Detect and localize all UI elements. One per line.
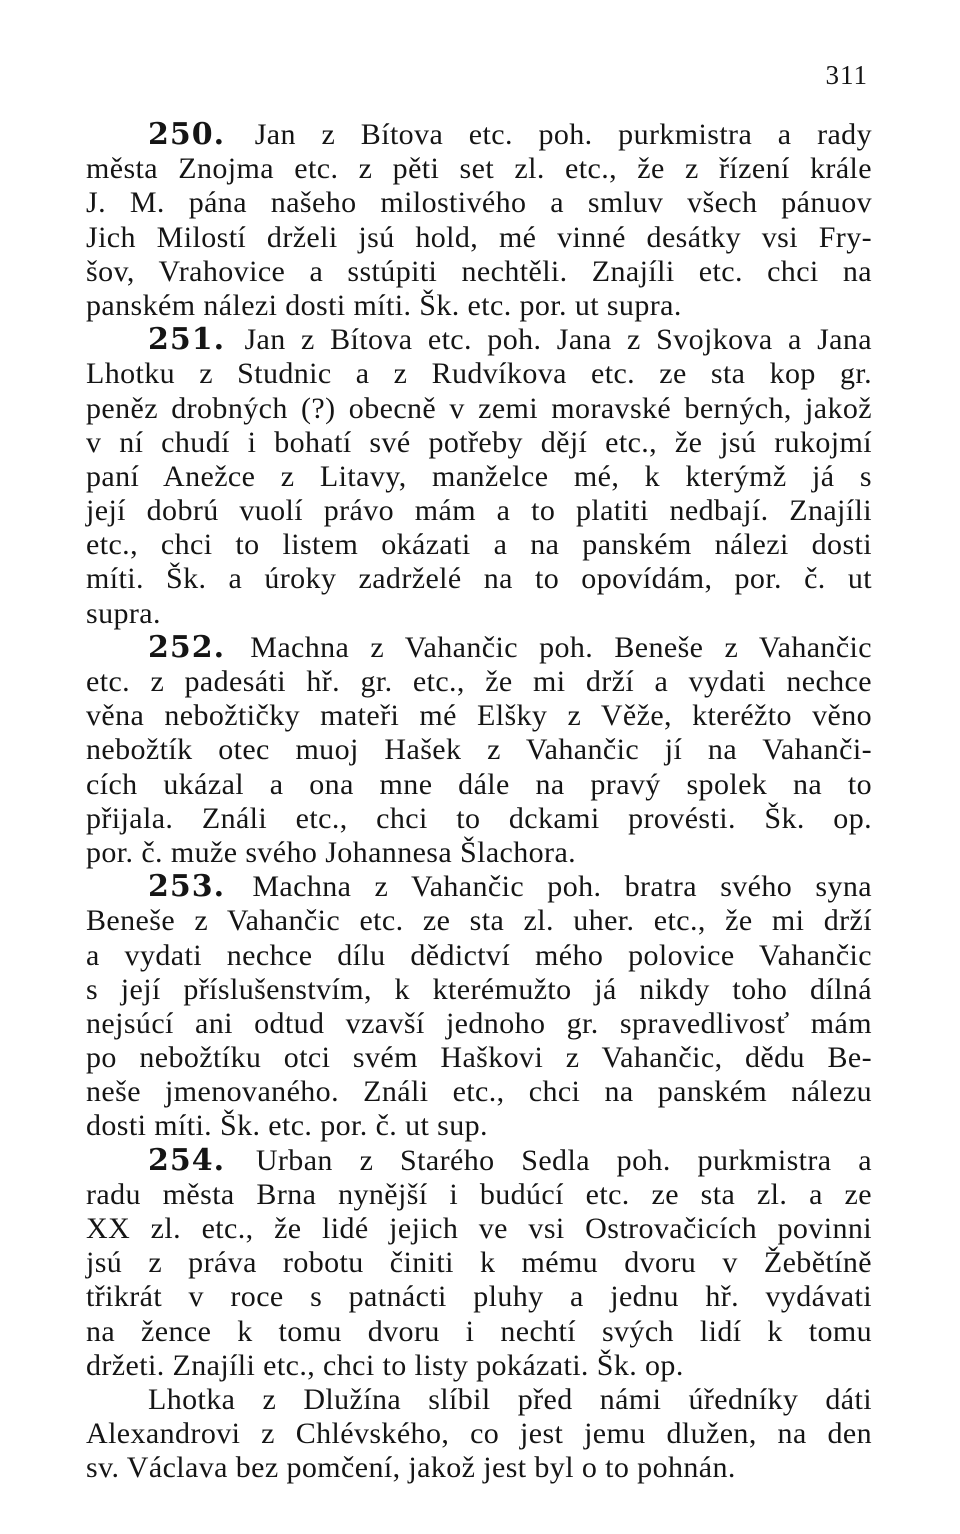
entry-number: 250. bbox=[148, 117, 226, 152]
text-line: věna nebožtičky mateři mé Elšky z Věže, kteréžto věno bbox=[86, 699, 872, 733]
text-line: Alexandrovi z Chlévského, co jest jemu dlužen, na den bbox=[86, 1417, 872, 1451]
entry-252 bbox=[86, 631, 872, 870]
text-line: paní Anežce z Litavy, manželce mé, k kterýmž já s bbox=[86, 459, 872, 493]
text-line bbox=[86, 118, 872, 152]
text-line: přijala. Ználi etc., chci to dckami provésti. Šk. op. bbox=[86, 801, 872, 835]
entry-250 bbox=[86, 118, 872, 323]
text-line: v ní chudí i bohatí své potřeby dějí etc., že jsú rukojmí bbox=[86, 425, 872, 459]
closing-paragraph bbox=[86, 1383, 872, 1486]
text-line: na žence k tomu dvoru i nechtí svých lidí k tomu bbox=[86, 1314, 872, 1348]
text-line: por. č. muže svého Johannesa Šlachora. bbox=[86, 835, 577, 869]
text-line: dosti míti. Šk. etc. por. č. ut sup. bbox=[86, 1109, 488, 1143]
entry-254 bbox=[86, 1144, 872, 1383]
text-line: jsú z práva robotu činiti k mému dvoru v Žebětíně bbox=[86, 1246, 872, 1280]
text-line: cích ukázal a ona mne dále na pravý spolek na to bbox=[86, 767, 872, 801]
text-line: města Znojma etc. z pěti set zl. etc., že z řízení krále bbox=[86, 152, 872, 186]
document-body bbox=[86, 118, 872, 1486]
entry-number: 251. bbox=[148, 322, 226, 358]
text-line: nebožtík otec muoj Hašek z Vahančic jí na Vahanči- bbox=[86, 733, 872, 767]
text-line: šov, Vrahovice a sstúpiti nechtěli. Znajíli etc. chci na bbox=[86, 254, 872, 288]
text-line: XX zl. etc., že lidé jejich ve vsi Ostrovačicích povinni bbox=[86, 1212, 872, 1245]
text-line: radu města Brna nynější i budúcí etc. ze sta zl. a ze bbox=[86, 1177, 872, 1211]
text-line bbox=[86, 1144, 872, 1178]
entry-number: 252. bbox=[148, 629, 226, 665]
line-text: Machna z Vahančic poh. Beneše z Vahančic bbox=[250, 630, 873, 664]
text-line: sv. Václava bez pomčení, jakož jest byl o to pohnán. bbox=[86, 1451, 736, 1485]
text-line: nejsúcí ani odtud vzavší jednoho gr. spravedlivosť mám bbox=[86, 1006, 872, 1040]
text-line: neše jmenovaného. Ználi etc., chci na panském nálezu bbox=[86, 1075, 872, 1109]
text-line: etc. z padesáti hř. gr. etc., že mi drží a vydati nechce bbox=[86, 665, 872, 698]
text-line: třikrát v roce s patnácti pluhy a jednu hř. vydávati bbox=[86, 1280, 872, 1314]
line-text: Machna z Vahančic poh. bratra svého syna bbox=[252, 870, 872, 904]
text-line: Beneše z Vahančic etc. ze sta zl. uher. etc., že mi drží bbox=[86, 904, 872, 938]
page-number: 311 bbox=[825, 60, 868, 90]
text-line: její dobrú vuolí právo mám a to platiti nedbají. Znajíli bbox=[86, 494, 872, 528]
text-line bbox=[86, 631, 872, 665]
text-line: s její příslušenstvím, k kterémužto já nikdy toho dílná bbox=[86, 972, 872, 1006]
line-text: Jan z Bítova etc. poh. Jana z Svojkova a Jana bbox=[244, 323, 873, 357]
entry-number: 254. bbox=[148, 1142, 226, 1178]
text-line bbox=[86, 870, 872, 904]
line-text: Urban z Starého Sedla poh. purkmistra a bbox=[255, 1143, 872, 1177]
text-line: peněz drobných (?) obecně v zemi moravské berných, jakož bbox=[86, 391, 872, 425]
line-text: Jan z Bítova etc. poh. purkmistra a rady bbox=[254, 118, 872, 151]
text-line bbox=[86, 323, 872, 357]
text-line: etc., chci to listem okázati a na panském nálezi dosti bbox=[86, 528, 872, 562]
entry-251 bbox=[86, 323, 872, 631]
text-line: Jich Milostí drželi jsú hold, mé vinné desátky vsi Fry- bbox=[86, 220, 872, 254]
text-line: panském nálezi dosti míti. Šk. etc. por. ut supra. bbox=[86, 288, 682, 322]
text-line: po nebožtíku otci svém Haškovi z Vahančic, dědu Be- bbox=[86, 1041, 872, 1075]
text-line: míti. Šk. a úroky zadrželé na to opovídám, por. č. ut bbox=[86, 562, 872, 596]
text-line: J. M. pána našeho milostivého a smluv všech pánuov bbox=[86, 186, 872, 220]
entry-253 bbox=[86, 870, 872, 1144]
text-line: Lhotka z Dlužína slíbil před námi úředníky dáti bbox=[148, 1382, 872, 1416]
entry-number: 253. bbox=[148, 869, 226, 905]
text-line: a vydati nechce dílu dědictví mého polovice Vahančic bbox=[86, 938, 872, 972]
text-line: Lhotku z Studnic a z Rudvíkova etc. ze sta kop gr. bbox=[86, 357, 872, 391]
text-line: držeti. Znajíli etc., chci to listy pokázati. Šk. op. bbox=[86, 1348, 684, 1382]
text-line: supra. bbox=[86, 596, 161, 630]
